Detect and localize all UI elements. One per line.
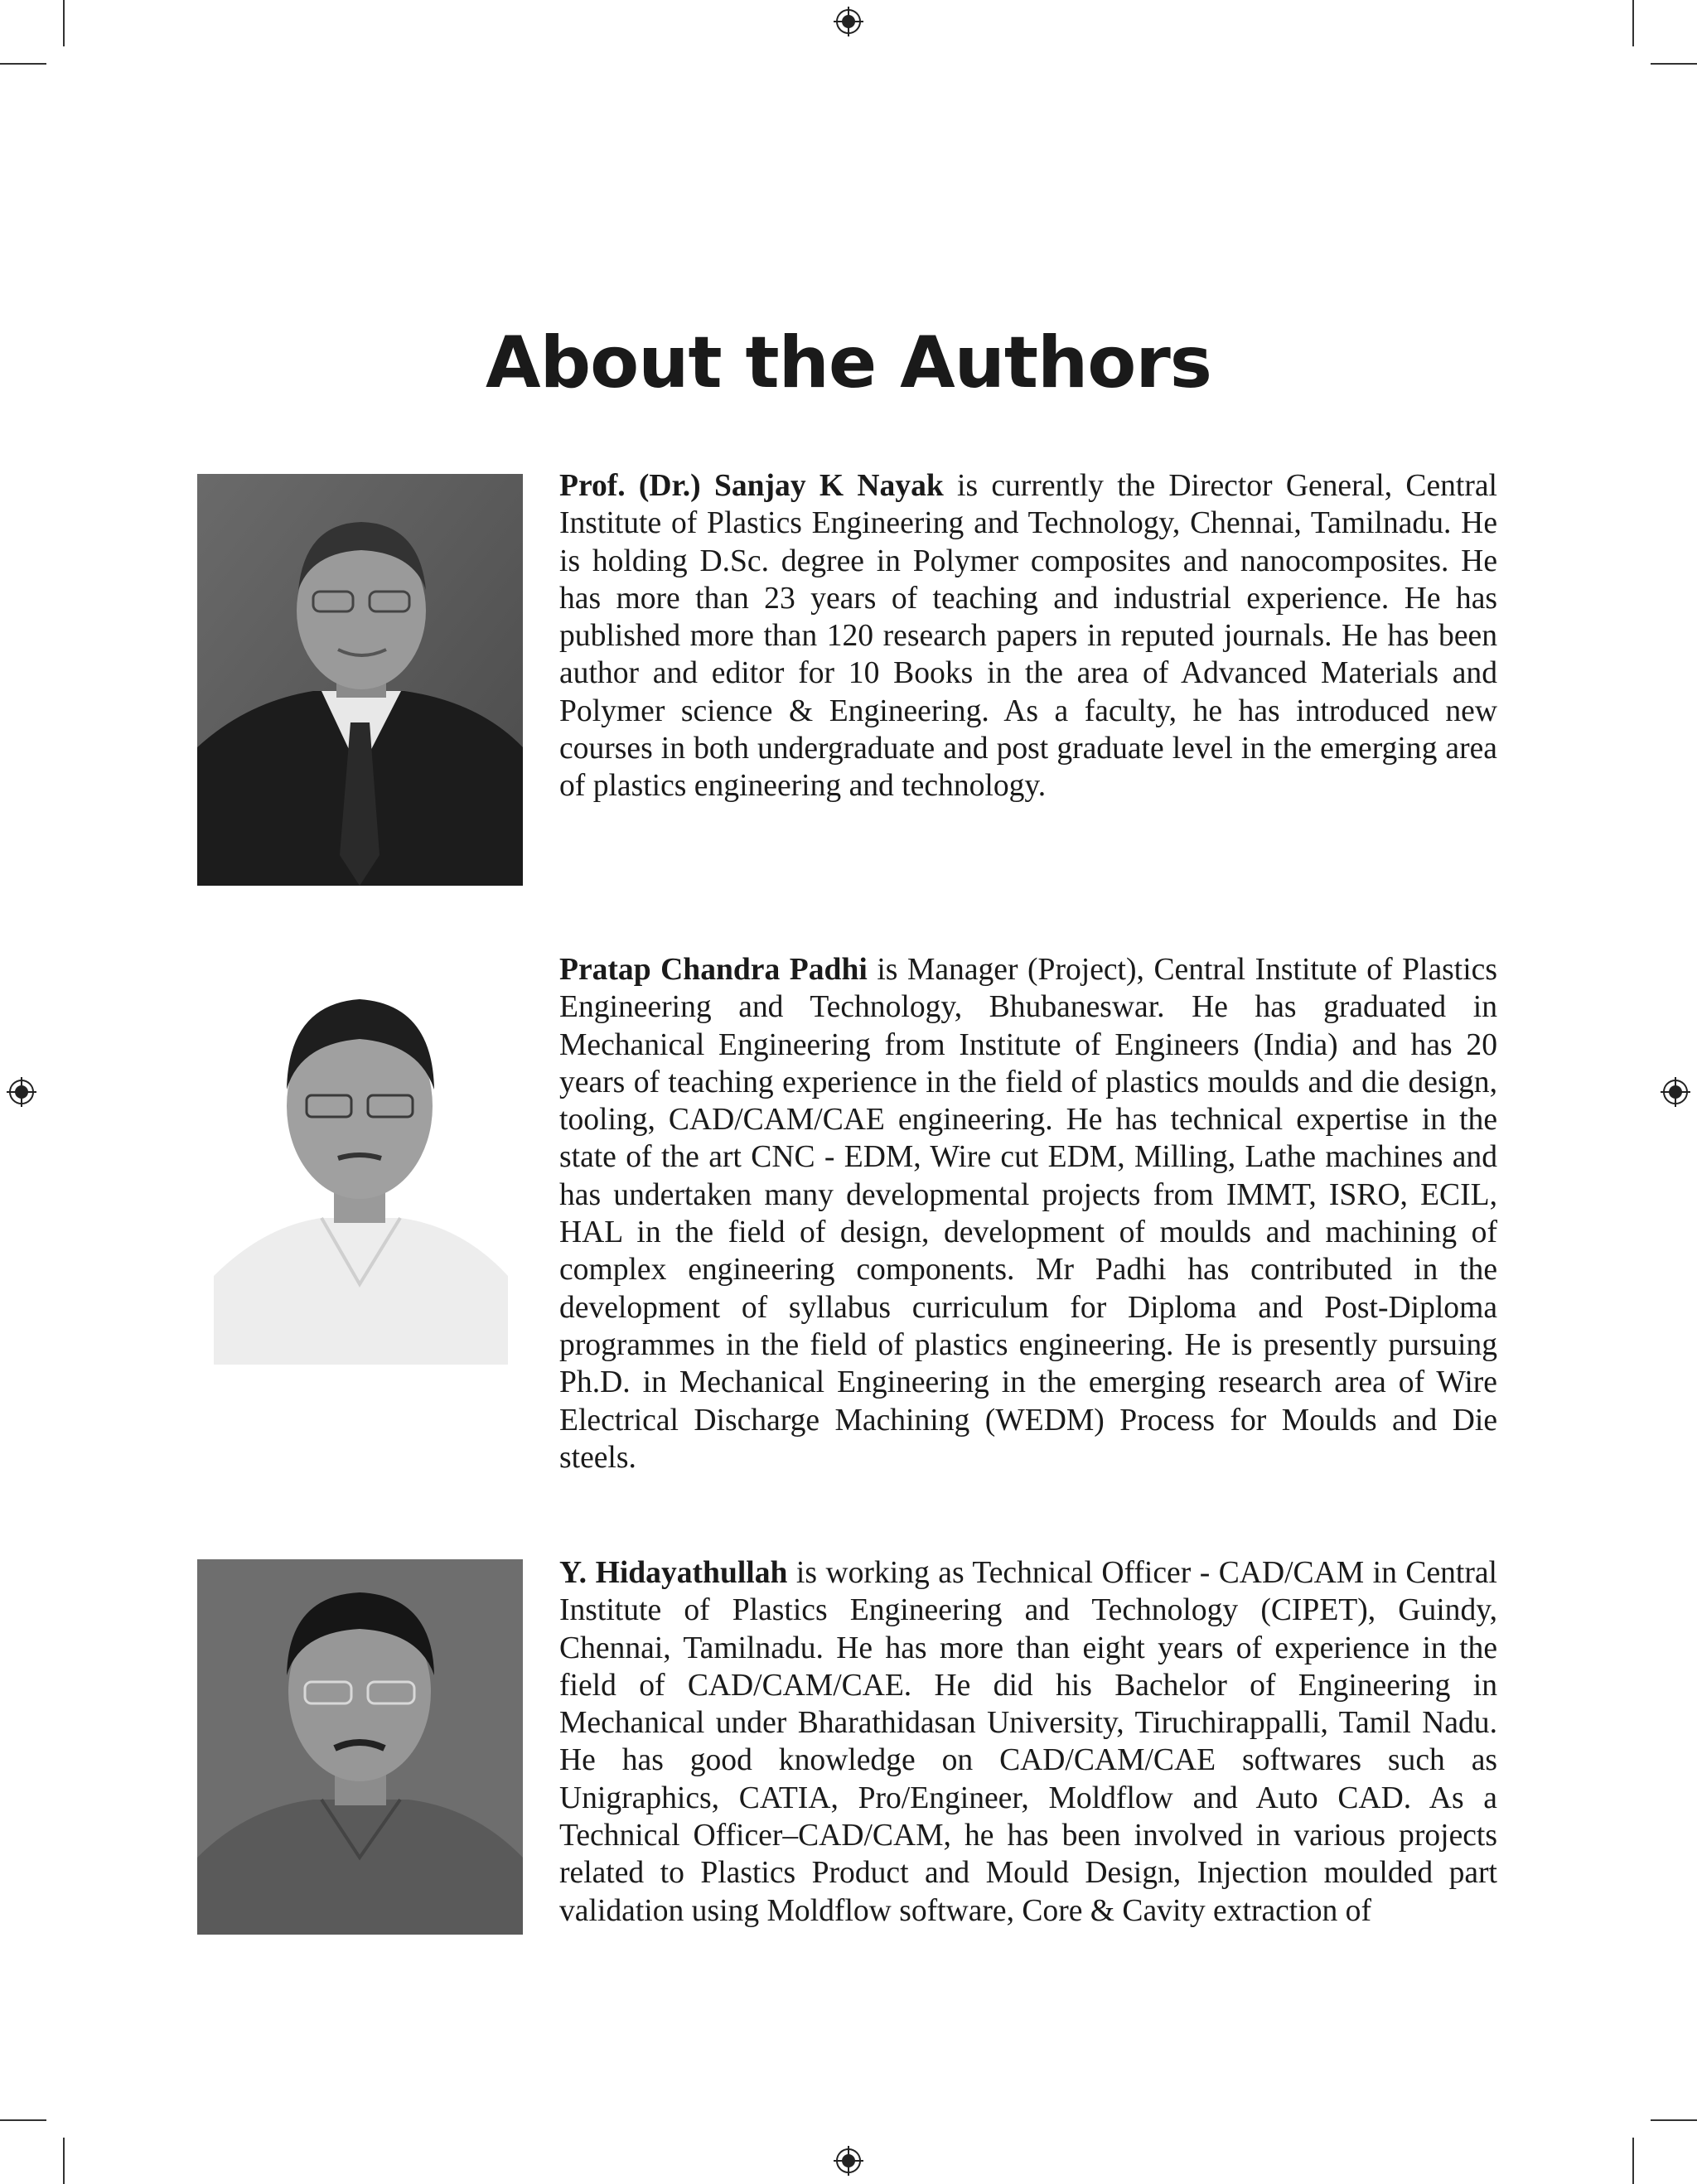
crop-mark (0, 2119, 46, 2121)
registration-mark-icon (5, 1075, 38, 1109)
author-name: Prof. (Dr.) Sanjay K Nayak (559, 469, 944, 503)
crop-mark (1651, 2119, 1697, 2121)
crop-mark (1632, 0, 1634, 46)
crop-mark (0, 63, 46, 65)
author-name: Y. Hidayathullah (559, 1556, 788, 1590)
author-bio (559, 467, 1497, 805)
author-photo (197, 474, 523, 886)
author-bio (559, 951, 1497, 1476)
registration-mark-icon (832, 2144, 865, 2177)
registration-mark-icon (1659, 1075, 1692, 1109)
author-bio (559, 1554, 1497, 1930)
author-bio-text: is currently the Director General, Central Institute of Plastics Engineering and Technology, Chennai, Tamilnadu. He is holding D.Sc. degree in Polymer composites and nanocomposites. He has more than 23 years of teaching and industrial experience. He has published more than 120 research papers in reputed journals. He has been author and editor for 10 Books in the area of Advanced Materials and Polymer science & Engineering. As a faculty, he has introduced new courses in both undergraduate and post graduate level in the emerging area of plastics engineering and technology. (559, 469, 1497, 804)
page-title: About the Authors (486, 321, 1211, 404)
crop-mark (63, 2138, 65, 2184)
author-photo (197, 953, 523, 1365)
crop-mark (1651, 63, 1697, 65)
author-name: Pratap Chandra Padhi (559, 953, 868, 987)
author-photo (197, 1559, 523, 1935)
author-bio-text: is Manager (Project), Central Institute of Plastics Engineering and Technology, Bhubaneswar. He has graduated in Mechanical Engineering from Institute of Engineers (India) and has 20 years of teaching experience in the field of plastics moulds and die design, tooling, CAD/CAM/CAE engineering. He has technical expertise in the state of the art CNC - EDM, Wire cut EDM, Milling, Lathe machines and has undertaken many developmental projects from IMMT, ISRO, ECIL, HAL in the field of design, development of moulds and machining of complex engineering components. Mr Padhi has contributed in the development of syllabus curriculum for Diploma and Post-Diploma programmes in the field of plastics engineering. He is presently pursuing Ph.D. in Mechanical Engineering in the emerging research area of Wire Electrical Discharge Machining (WEDM) Process for Moulds and Die steels. (559, 953, 1497, 1475)
author-bio-text: is working as Technical Officer - CAD/CAM in Central Institute of Plastics Engineering and Technology (CIPET), Guindy, Chennai, Tamilnadu. He has more than eight years of experience in the field of CAD/CAM/CAE. He did his Bachelor of Engineering in Mechanical under Bharathidasan University, Tiruchirappalli, Tamil Nadu. He has good knowledge on CAD/CAM/CAE softwares such as Unigraphics, CATIA, Pro/Engineer, Moldflow and Auto CAD. As a Technical Officer–CAD/CAM, he has been involved in various projects related to Plastics Product and Mould Design, Injection moulded part validation using Moldflow software, Core & Cavity extraction of (559, 1556, 1497, 1928)
registration-mark-icon (832, 5, 865, 38)
crop-mark (1632, 2138, 1634, 2184)
crop-mark (63, 0, 65, 46)
